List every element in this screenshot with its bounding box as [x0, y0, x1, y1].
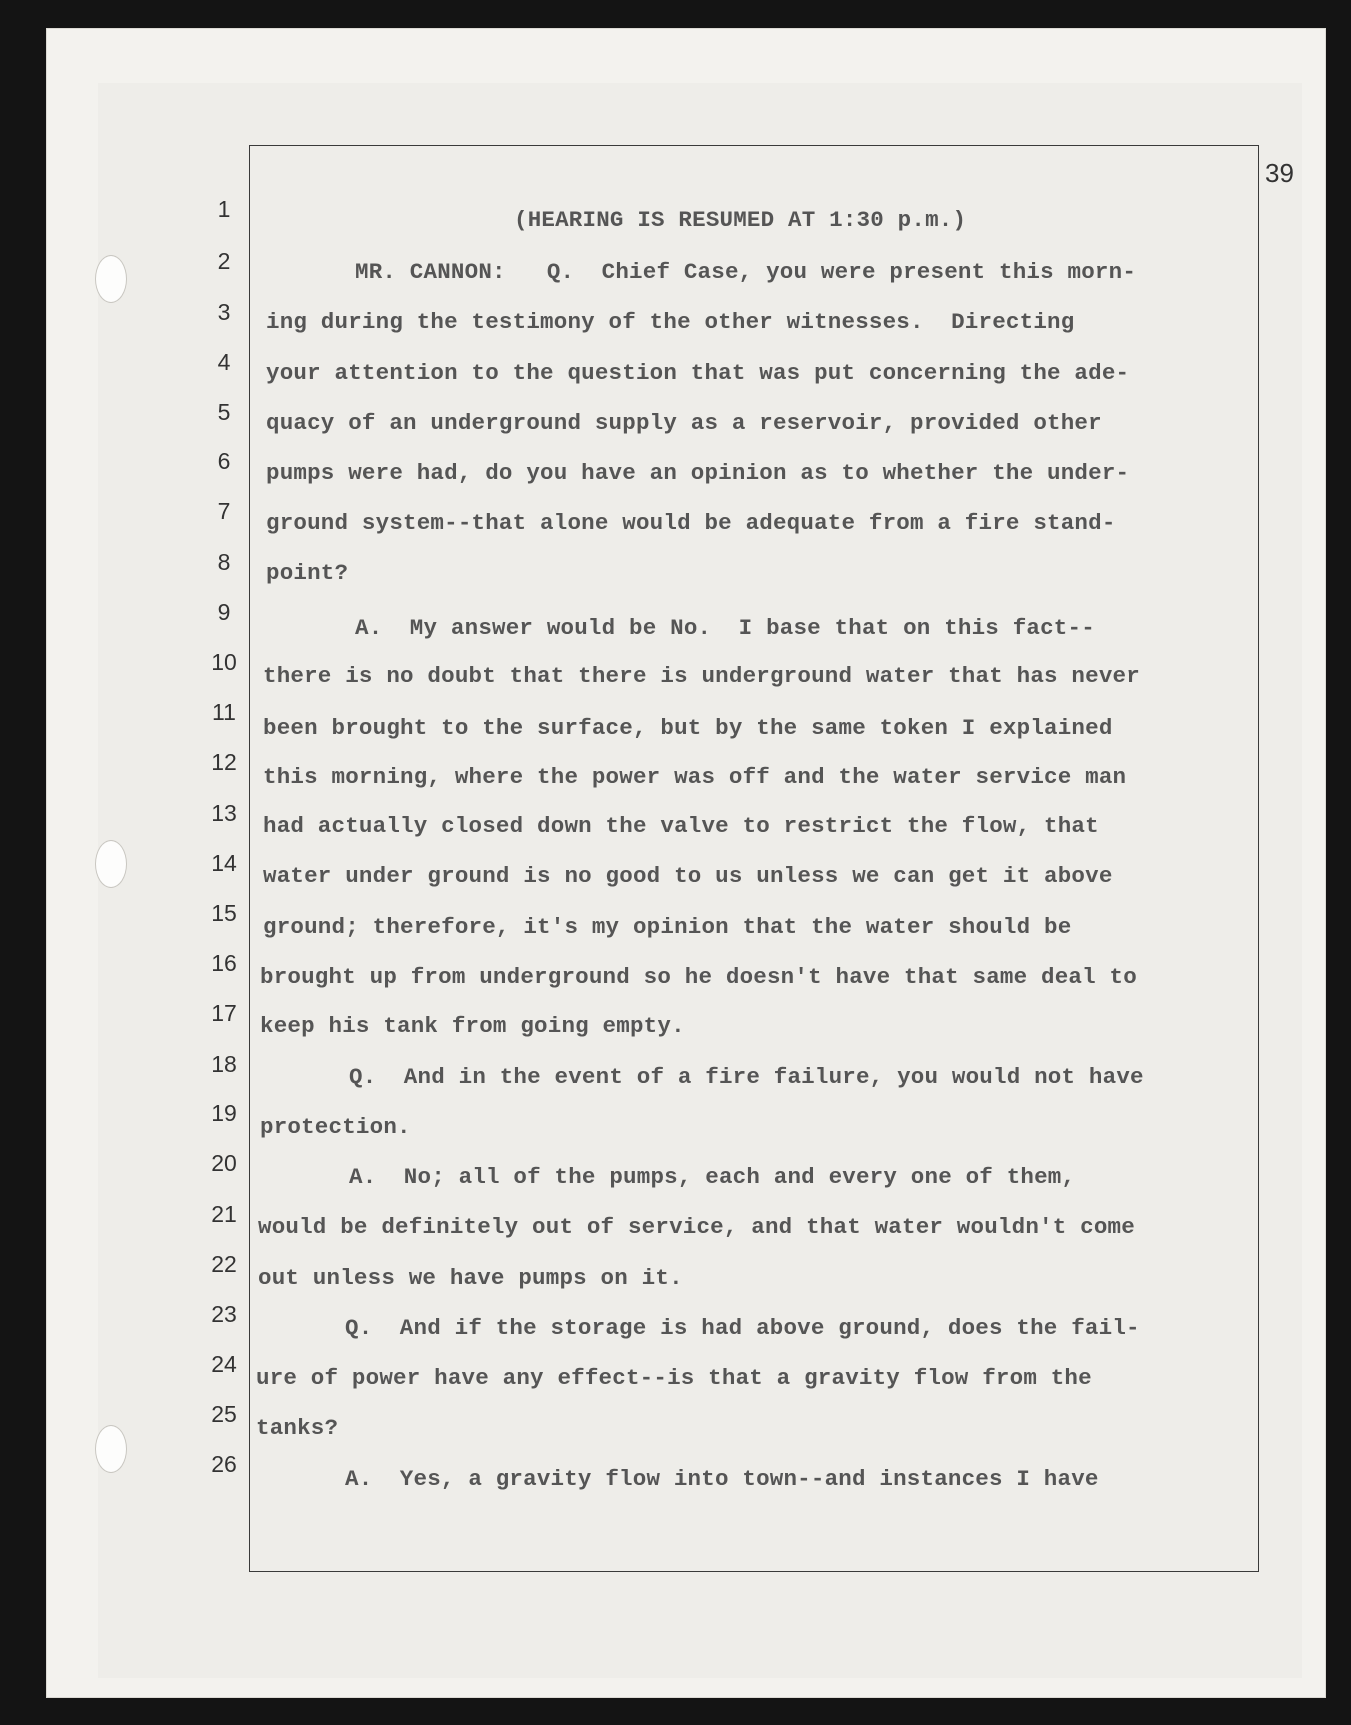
transcript-line: ground; therefore, it's my opinion that the water should be [263, 914, 1072, 940]
transcript-line: A. Yes, a gravity flow into town--and instances I have [345, 1466, 1099, 1492]
transcript-line: out unless we have pumps on it. [258, 1265, 683, 1291]
line-number: 22 [211, 1251, 237, 1277]
transcript-line: protection. [260, 1114, 411, 1140]
transcript-line: would be definitely out of service, and that water wouldn't come [258, 1214, 1135, 1240]
line-number: 3 [217, 299, 231, 325]
line-number: 8 [217, 549, 231, 575]
line-number: 21 [211, 1201, 237, 1227]
line-number: 16 [211, 950, 237, 976]
transcript-line: had actually closed down the valve to restrict the flow, that [263, 813, 1099, 839]
transcript-line: ure of power have any effect--is that a gravity flow from the [256, 1365, 1092, 1391]
line-number: 11 [212, 699, 236, 725]
transcript-line: pumps were had, do you have an opinion as to whether the under- [266, 460, 1130, 486]
line-number: 1 [217, 196, 231, 222]
transcript-line: (HEARING IS RESUMED AT 1:30 p.m.) [514, 207, 967, 233]
transcript-line: A. No; all of the pumps, each and every one of them, [349, 1164, 1076, 1190]
line-number: 23 [211, 1301, 237, 1327]
transcript-line: A. My answer would be No. I base that on this fact-- [355, 615, 1095, 641]
line-number: 26 [211, 1451, 237, 1477]
line-number: 2 [217, 248, 231, 274]
line-number: 12 [211, 749, 237, 775]
line-number: 19 [211, 1100, 237, 1126]
line-number: 6 [217, 448, 231, 474]
line-number: 13 [211, 800, 237, 826]
binder-hole-top [95, 255, 127, 303]
line-number: 10 [211, 649, 237, 675]
line-number: 7 [217, 498, 231, 524]
transcript-line: been brought to the surface, but by the same token I explained [263, 715, 1113, 741]
transcript-line: Q. And if the storage is had above ground, does the fail- [345, 1315, 1140, 1341]
transcript-line: Q. And in the event of a fire failure, you would not have [349, 1064, 1144, 1090]
transcript-line: tanks? [256, 1415, 339, 1441]
line-number: 20 [211, 1150, 237, 1176]
page-number: 39 [1265, 158, 1294, 188]
transcript-line: keep his tank from going empty. [260, 1013, 685, 1039]
line-number: 24 [211, 1351, 237, 1377]
line-number: 17 [211, 1000, 237, 1026]
binder-hole-middle [95, 840, 127, 888]
transcript-line: point? [266, 560, 349, 586]
line-number: 25 [211, 1401, 237, 1427]
transcript-line: there is no doubt that there is underground water that has never [263, 663, 1140, 689]
line-number: 9 [217, 599, 231, 625]
transcript-line: your attention to the question that was put concerning the ade- [266, 360, 1130, 386]
line-number: 5 [217, 399, 231, 425]
transcript-line: brought up from underground so he doesn't have that same deal to [260, 964, 1137, 990]
line-number: 18 [211, 1051, 237, 1077]
transcript-line: quacy of an underground supply as a reservoir, provided other [266, 410, 1102, 436]
binder-hole-bottom [95, 1425, 127, 1473]
transcript-line: this morning, where the power was off and the water service man [263, 764, 1127, 790]
transcript-line: ground system--that alone would be adequate from a fire stand- [266, 510, 1116, 536]
transcript-line: MR. CANNON: Q. Chief Case, you were present this morn- [355, 259, 1137, 285]
line-number: 4 [217, 349, 231, 375]
line-number: 14 [211, 850, 237, 876]
line-number: 15 [211, 900, 237, 926]
transcript-line: ing during the testimony of the other witnesses. Directing [266, 309, 1075, 335]
transcript-line: water under ground is no good to us unless we can get it above [263, 863, 1113, 889]
